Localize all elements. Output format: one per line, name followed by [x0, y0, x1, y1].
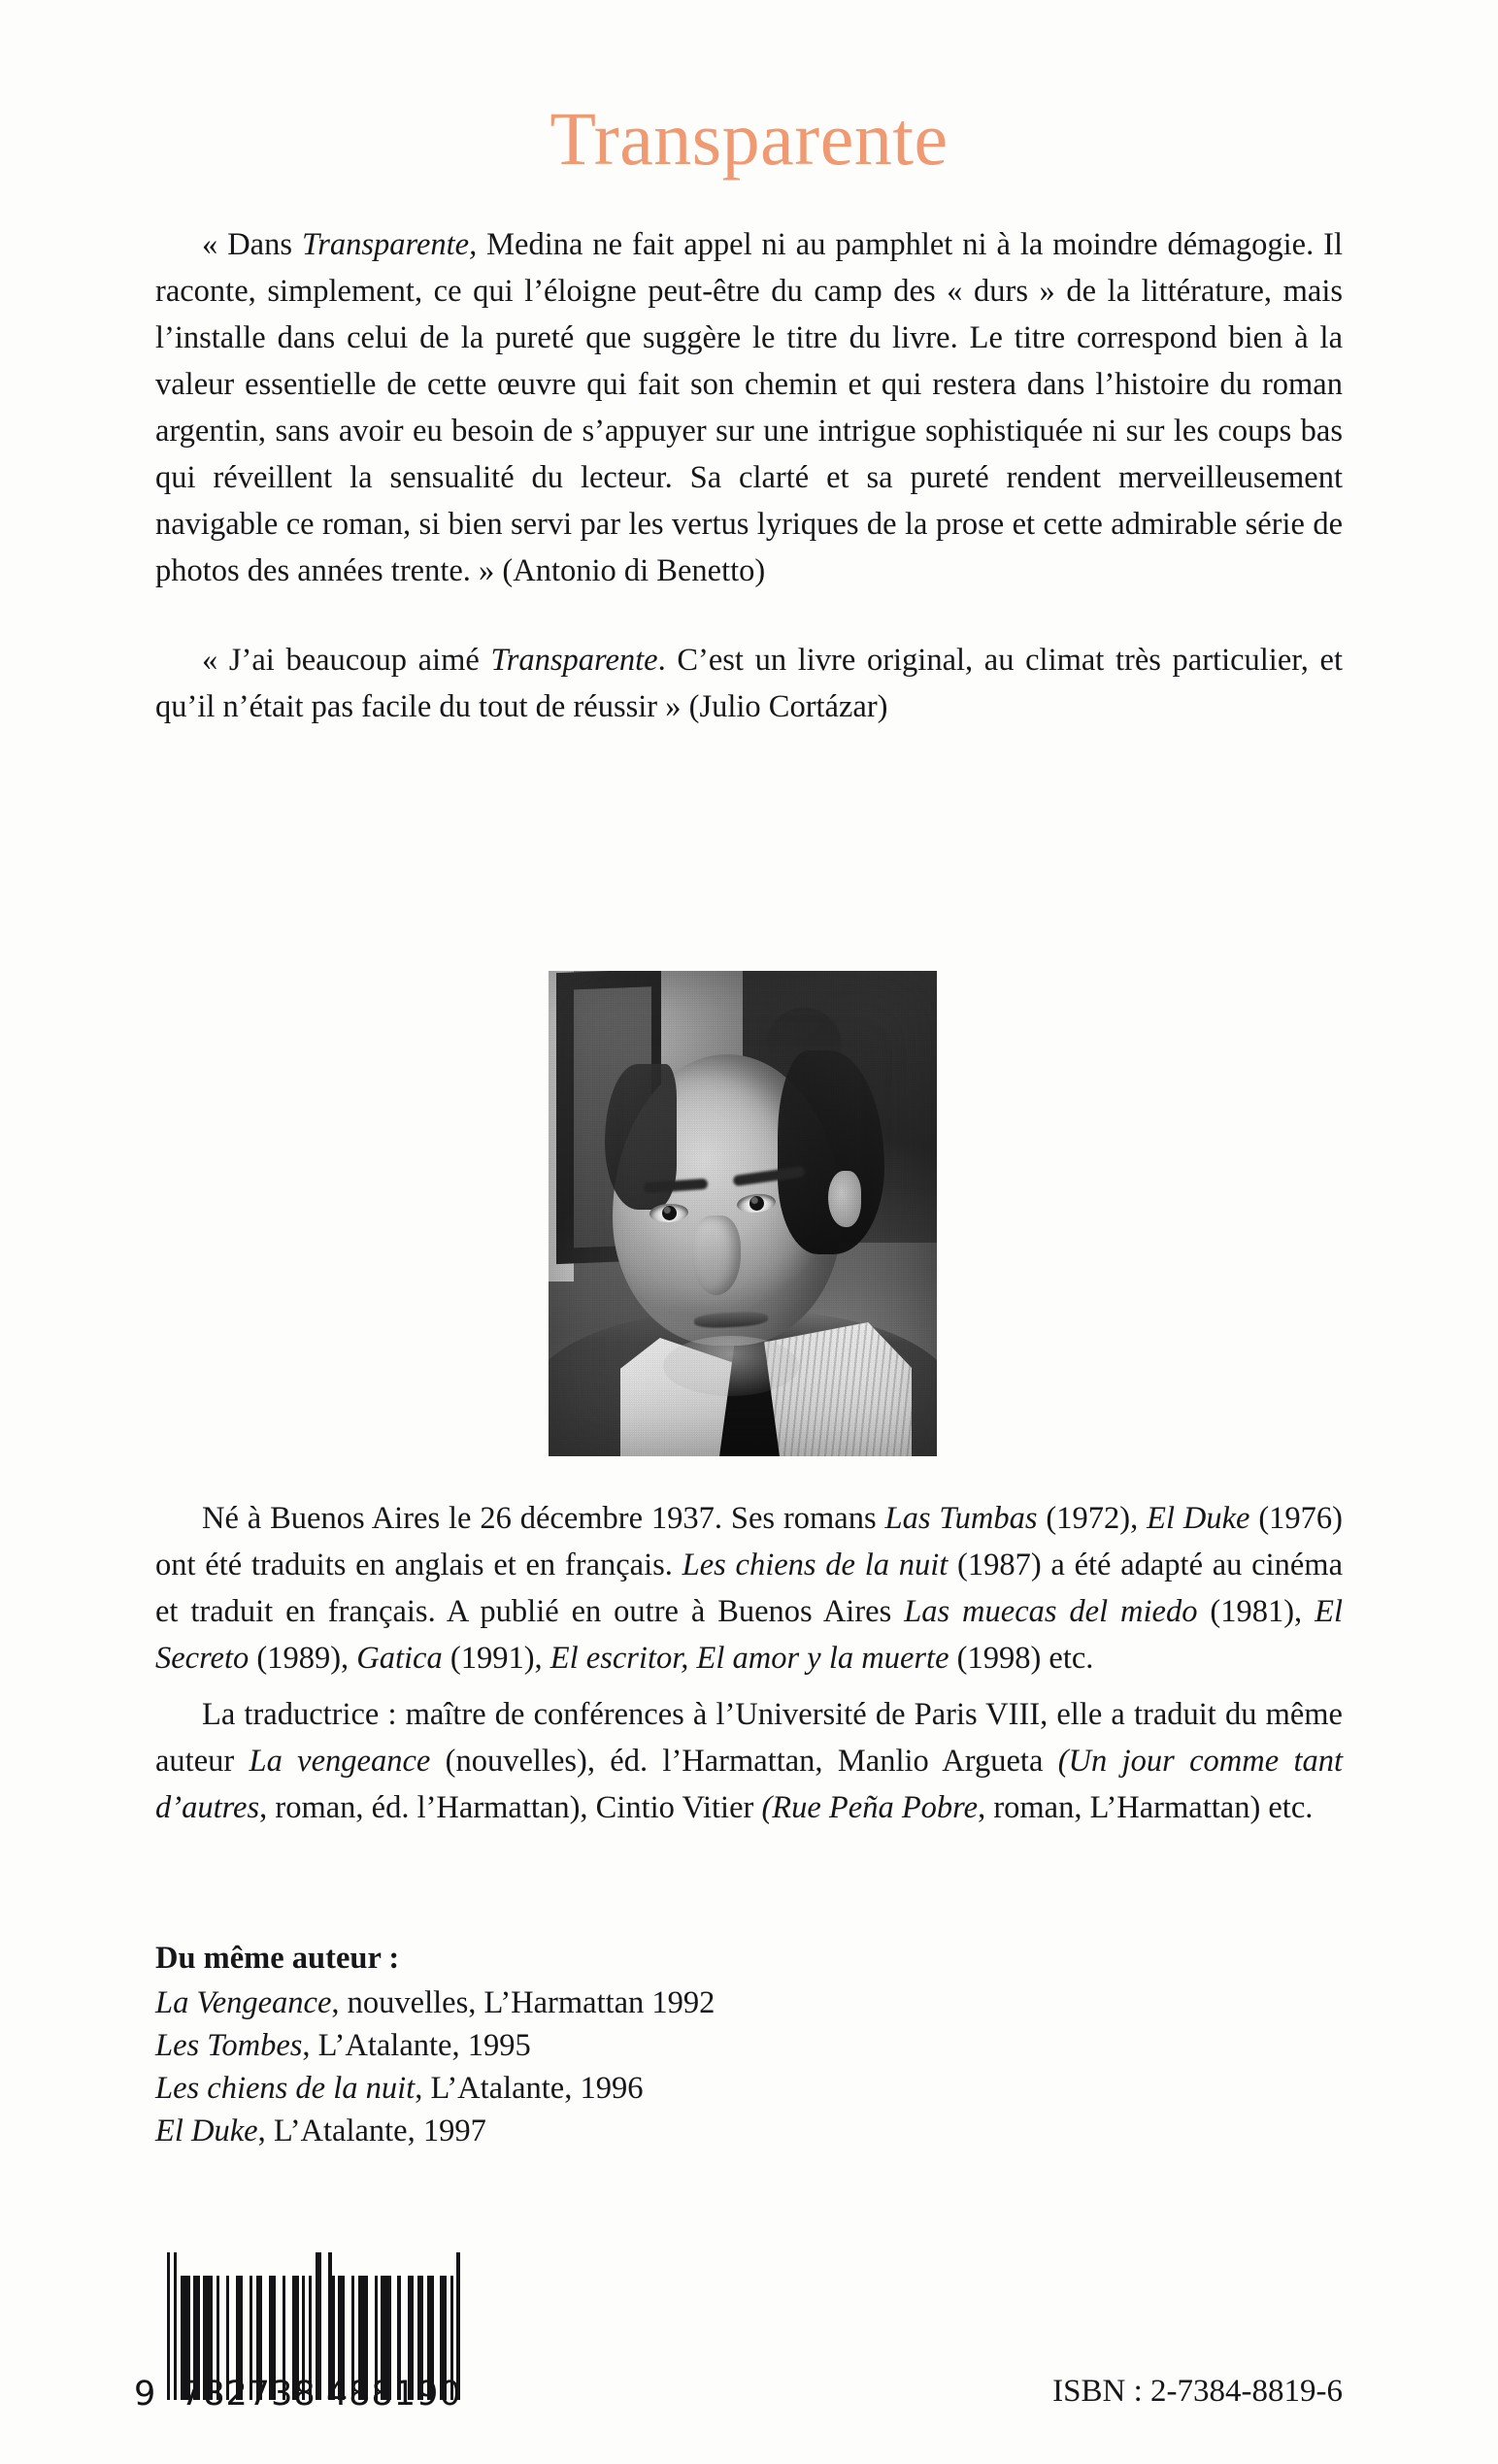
same-author-title: Les Tombes [155, 2028, 303, 2063]
same-author-rest: , L’Atalante, 1996 [415, 2071, 644, 2106]
barcode-right-group: 488190 [326, 2375, 462, 2414]
bio-seg-8: (1998) etc. [949, 1641, 1094, 1676]
quote-cortazar [155, 637, 1343, 730]
tr-seg-4: , roman, L’Harmattan) etc. [978, 1790, 1314, 1825]
photo-vignette [549, 971, 937, 1456]
list-item [155, 2067, 1343, 2110]
same-author-title: El Duke [155, 2114, 258, 2148]
bio-seg-6: (1989), [249, 1641, 357, 1676]
biography-paragraph [155, 1495, 1343, 1682]
quotes-column [155, 221, 1343, 730]
same-author-rest: , L’Atalante, 1997 [257, 2114, 486, 2148]
author-photo-image [549, 971, 937, 1456]
bio-seg-1: Né à Buenos Aires le 26 décembre 1937. Ses romans [202, 1501, 885, 1536]
barcode-left-group: 782738 [181, 2375, 316, 2414]
quote-cortazar-lead: « J’ai beaucoup aimé [202, 643, 491, 678]
page-title: Transparente [549, 96, 949, 181]
bio-title-el-secreto: El Secreto [155, 1594, 1343, 1676]
same-author-title: La Vengeance [155, 1985, 332, 2020]
bio-title-el-duke: El Duke [1147, 1501, 1250, 1536]
book-title-inline-2: Transparente [490, 643, 658, 678]
biography-block [155, 1495, 1343, 1831]
author-photo [549, 971, 937, 1456]
barcode-lead-digit: 9 [134, 2375, 157, 2414]
barcode [134, 2252, 476, 2414]
isbn-label: ISBN : 2-7384-8819-6 [1052, 2374, 1343, 2409]
bio-title-las-tumbas: Las Tumbas [884, 1501, 1038, 1536]
bio-title-gatica: Gatica [356, 1641, 443, 1676]
bio-title-el-escritor: El escritor, El amor y la muerte [549, 1641, 949, 1676]
bio-seg-3: (1976) ont été traduits en anglais et en français. [155, 1501, 1343, 1582]
tr-seg-2: (nouvelles), éd. l’Harmattan, Manlio Argueta [430, 1744, 1058, 1779]
same-author-block [155, 1937, 1343, 2152]
tr-title-la-vengeance: La vengeance [249, 1744, 431, 1779]
quote-cortazar-rest: . C’est un livre original, au climat très particulier, et qu’il n’était pas facile du tout de réussir » (Julio Cortázar) [155, 643, 1344, 724]
bio-seg-5: (1981), [1197, 1594, 1315, 1629]
list-item [155, 2110, 1343, 2152]
translator-paragraph [155, 1691, 1343, 1831]
quote-di-benetto [155, 221, 1343, 594]
quote-di-benetto-rest: Medina ne fait appel ni au pamphlet ni à la moindre démagogie. Il raconte, simplement, ce qui l’éloigne peut-être du camp des « durs » de la littérature, mais l’installe dans celui de la pureté que suggère le titre du livre. Le titre correspond bien à la valeur essentielle de cette œuvre qui fait son chemin et qui restera dans l’histoire du roman argentin, sans avoir eu besoin de s’appuyer sur une intrigue sophistiquée ni sur les coups bas qui réveillent la sensualité du lecteur. Sa clarté et sa pureté rendent merveilleusement navigable ce roman, si bien servi par les vertus lyriques de la prose et cette admirable série de photos des années trente. » (Antonio di Benetto) [155, 227, 1344, 588]
bio-seg-2: (1972), [1037, 1501, 1148, 1536]
book-title-inline: Transparente, [301, 227, 478, 262]
list-item [155, 2024, 1343, 2067]
same-author-rest: , nouvelles, L’Harmattan 1992 [331, 1985, 716, 2020]
same-author-rest: , L’Atalante, 1995 [302, 2028, 531, 2063]
bio-title-les-chiens: Les chiens de la nuit [682, 1548, 949, 1582]
tr-seg-1: La traductrice : maître de conférences à l’Université de Paris VIII, elle a traduit du même auteur [155, 1697, 1343, 1779]
bio-seg-4: (1987) a été adapté au cinéma et traduit en français. A publié en outre à Buenos Aires [155, 1548, 1343, 1629]
list-item [155, 1981, 1343, 2024]
tr-title-rue-pena: (Rue Peña Pobre [761, 1790, 979, 1825]
same-author-list [155, 1981, 1343, 2152]
same-author-heading: Du même auteur : [155, 1941, 400, 1976]
bio-title-las-muecas: Las muecas del miedo [904, 1594, 1198, 1629]
tr-title-un-jour: (Un jour comme tant d’autres [155, 1744, 1343, 1825]
same-author-title: Les chiens de la nuit [155, 2071, 416, 2106]
tr-seg-3: , roman, éd. l’Harmattan), Cintio Vitier [259, 1790, 762, 1825]
bio-seg-7: (1991), [442, 1641, 550, 1676]
barcode-digits [134, 2375, 476, 2414]
quote-di-benetto-lead: « Dans [202, 227, 302, 262]
